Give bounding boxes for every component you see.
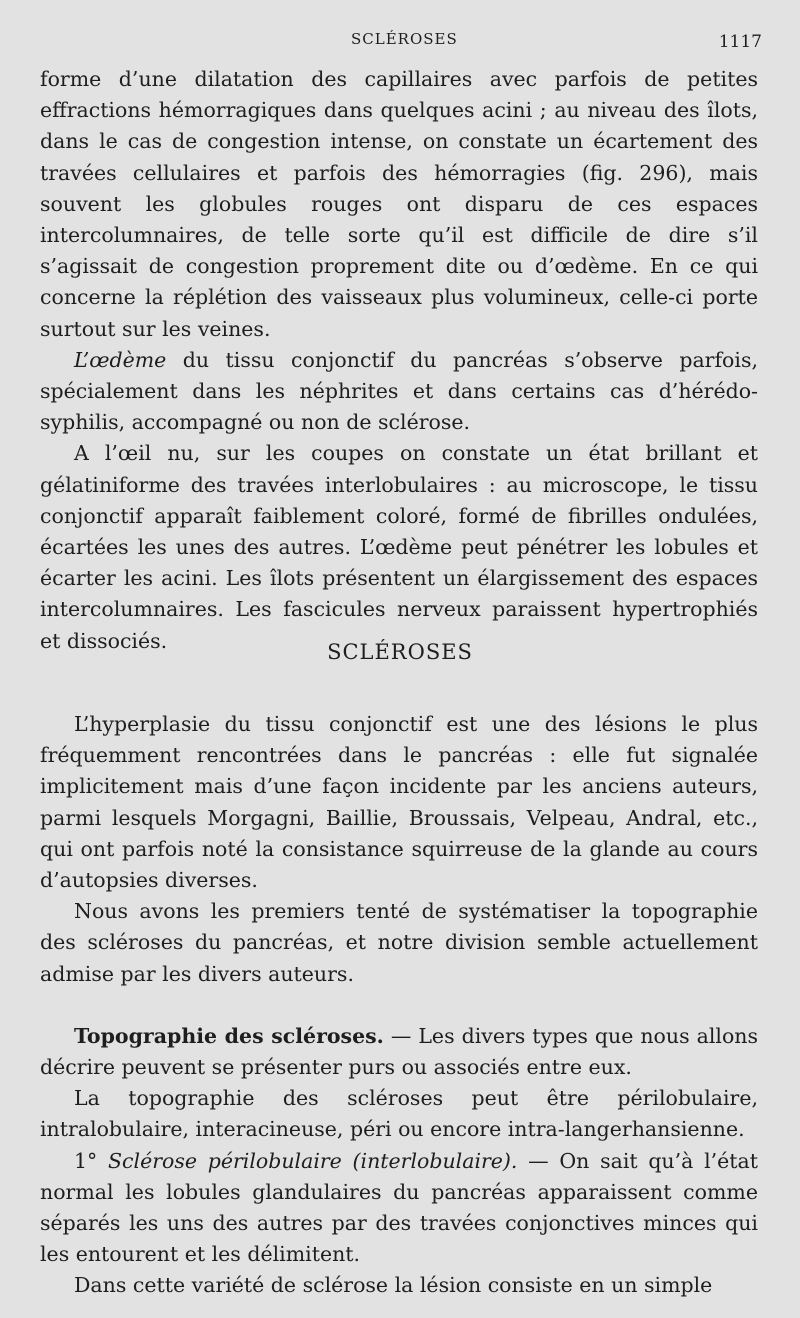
paragraph-spacer: [40, 990, 758, 1021]
perilobular-heading: Sclérose périlobulaire (interlobulaire).: [108, 1148, 518, 1173]
paragraph-perilobular: [40, 1146, 758, 1271]
text-block-scleroses: [40, 709, 758, 1302]
topography-text: — Les divers types que nous allons décrire peuvent se présenter purs ou associés entre eux.: [40, 1023, 759, 1080]
text-block-edema: [40, 64, 758, 657]
section-heading-scleroses: SCLÉROSES: [327, 640, 473, 664]
perilobular-number: 1°: [74, 1148, 108, 1173]
paragraph-systematization: Nous avons les premiers tenté de systématiser la topographie des scléroses du pancréas, et notre division semble actuellement admise par les divers auteurs.: [40, 899, 758, 986]
paragraph-variety: Dans cette variété de sclérose la lésion consiste en un simple: [74, 1273, 713, 1298]
paragraph-edema: [40, 345, 758, 439]
paragraph-gross-aspect: A l’œil nu, sur les coupes on constate un état brillant et gélatiniforme des travées interlobulaires : au microscope, le tissu conjonctif apparaît faiblement coloré, formé de fibrilles ondulées, écartées les unes des autres. L’œdème peut pénétrer les lobules et écarter les acini. Les îlots présentent un élargissement des espaces intercolumnaires. Les fascicules nerveux paraissent hypertrophiés et dissociés.: [40, 441, 758, 653]
perilobular-text: — On sait qu’à l’état normal les lobules glandulaires du pancréas apparaissent comme séparés les uns des autres par des travées conjonctives minces qui les entourent et les délimitent.: [40, 1148, 758, 1267]
running-title: SCLÉROSES: [351, 30, 458, 48]
paragraph-topography-types: La topographie des scléroses peut être périlobulaire, intralobulaire, interacineuse, péri ou encore intra-langerhansienne.: [40, 1086, 758, 1142]
paragraph-congestion: forme d’une dilatation des capillaires avec parfois de petites effractions hémorragiques dans quelques acini ; au niveau des îlots, dans le cas de congestion intense, on constate un écartement des travées cellulaires et parfois des hémorragies (fig. 296), mais souvent les globules rouges ont disparu de ces espaces intercolumnaires, de telle sorte qu’il est difficile de dire s’il s’agissait de congestion proprement dite ou d’œdème. En ce qui concerne la réplétion des vaisseaux plus volumineux, celle-ci porte surtout sur les veines.: [40, 67, 758, 341]
page-number: 1117: [718, 32, 762, 52]
paragraph-topography: [40, 1021, 758, 1083]
page-header: [0, 30, 800, 58]
edema-term: L’œdème: [74, 347, 167, 372]
edema-text: du tissu conjonctif du pancréas s’observe parfois, spécialement dans les néphrites et dans certains cas d’hérédo-syphilis, accompagné ou non de sclérose.: [40, 347, 758, 435]
paragraph-hyperplasia: L’hyperplasie du tissu conjonctif est une des lésions le plus fréquemment rencontrées dans le pancréas : elle fut signalée implicitement mais d’une façon incidente par les anciens auteurs, parmi lesquels Morgagni, Baillie, Broussais, Velpeau, Andral, etc., qui ont parfois noté la consistance squirreuse de la glande au cours d’autopsies diverses.: [40, 712, 758, 893]
topography-heading: Topographie des scléroses.: [74, 1023, 384, 1048]
